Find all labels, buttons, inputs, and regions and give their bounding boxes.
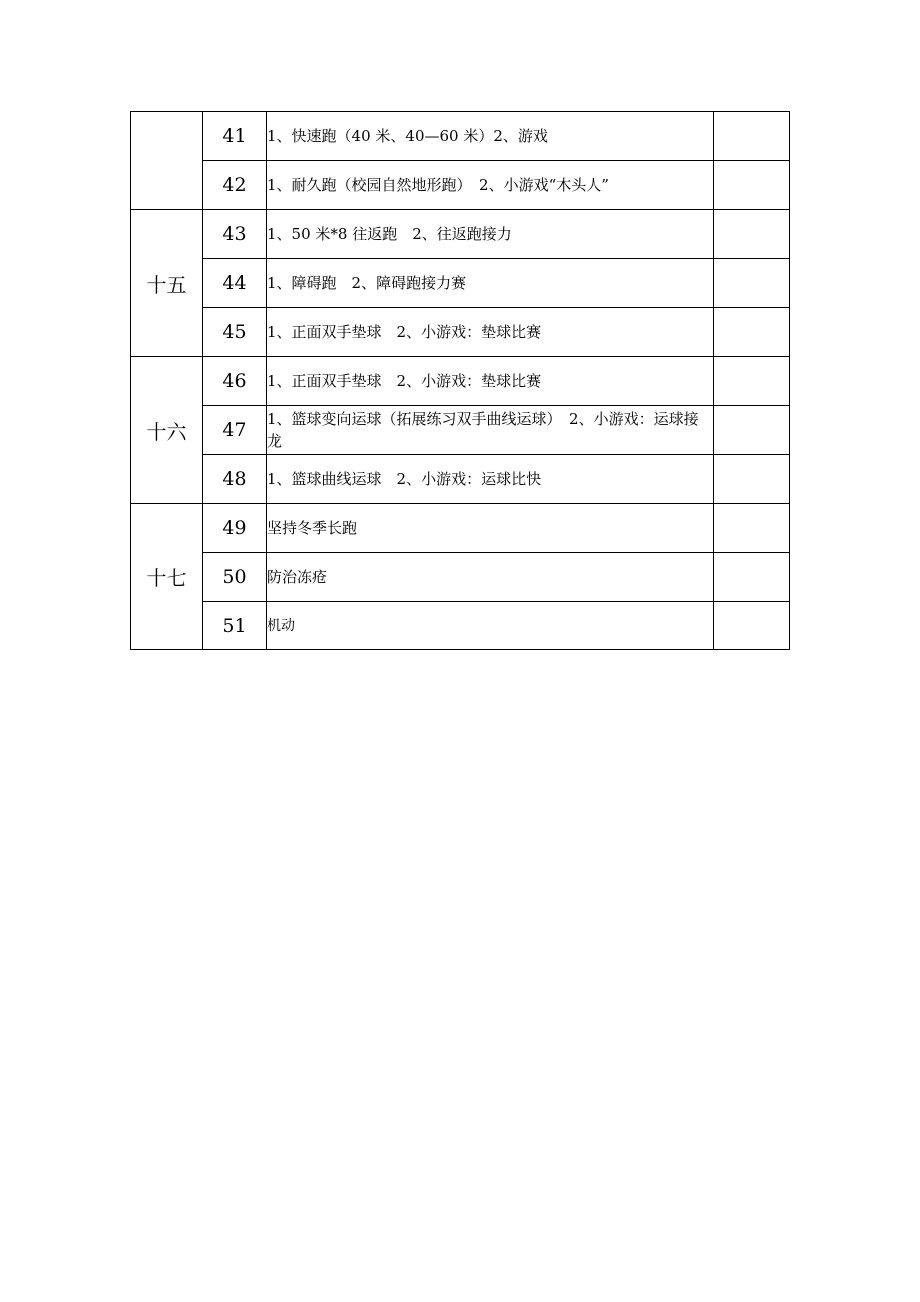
- table-row: [131, 308, 790, 357]
- table-row: [131, 112, 790, 161]
- lesson-content: 坚持冬季长跑: [267, 504, 714, 553]
- table-row: [131, 602, 790, 650]
- lesson-number: 48: [203, 455, 267, 504]
- lesson-content: 1、障碍跑 2、障碍跑接力赛: [267, 259, 714, 308]
- remark-cell: [714, 602, 790, 650]
- lesson-number: 49: [203, 504, 267, 553]
- table-row: [131, 210, 790, 259]
- remark-cell: [714, 406, 790, 455]
- remark-cell: [714, 161, 790, 210]
- week-cell: [131, 112, 203, 210]
- lesson-content: 1、正面双手垫球 2、小游戏：垫球比赛: [267, 308, 714, 357]
- lesson-content: 1、篮球变向运球（拓展练习双手曲线运球） 2、小游戏：运球接龙: [267, 406, 714, 455]
- lesson-number: 47: [203, 406, 267, 455]
- table-row: [131, 406, 790, 455]
- lesson-content: 机动: [267, 602, 714, 650]
- week-cell: 十七: [131, 504, 203, 650]
- lesson-number: 51: [203, 602, 267, 650]
- table-row: [131, 357, 790, 406]
- lesson-number: 44: [203, 259, 267, 308]
- table-row: [131, 455, 790, 504]
- table-row: [131, 553, 790, 602]
- remark-cell: [714, 553, 790, 602]
- lesson-number: 41: [203, 112, 267, 161]
- lesson-schedule-table: [130, 111, 790, 650]
- lesson-content: 防治冻疮: [267, 553, 714, 602]
- week-cell: 十五: [131, 210, 203, 357]
- remark-cell: [714, 210, 790, 259]
- lesson-content: 1、50 米*8 往返跑 2、往返跑接力: [267, 210, 714, 259]
- remark-cell: [714, 308, 790, 357]
- table-row: [131, 259, 790, 308]
- lesson-number: 42: [203, 161, 267, 210]
- lesson-number: 45: [203, 308, 267, 357]
- lesson-content: 1、快速跑（40 米、40—60 米）2、游戏: [267, 112, 714, 161]
- remark-cell: [714, 259, 790, 308]
- remark-cell: [714, 504, 790, 553]
- lesson-number: 50: [203, 553, 267, 602]
- lesson-content: 1、篮球曲线运球 2、小游戏：运球比快: [267, 455, 714, 504]
- remark-cell: [714, 357, 790, 406]
- week-cell: 十六: [131, 357, 203, 504]
- lesson-number: 46: [203, 357, 267, 406]
- table-row: [131, 161, 790, 210]
- remark-cell: [714, 112, 790, 161]
- table-row: [131, 504, 790, 553]
- lesson-number: 43: [203, 210, 267, 259]
- remark-cell: [714, 455, 790, 504]
- lesson-content: 1、正面双手垫球 2、小游戏：垫球比赛: [267, 357, 714, 406]
- lesson-content: 1、耐久跑（校园自然地形跑） 2、小游戏“木头人”: [267, 161, 714, 210]
